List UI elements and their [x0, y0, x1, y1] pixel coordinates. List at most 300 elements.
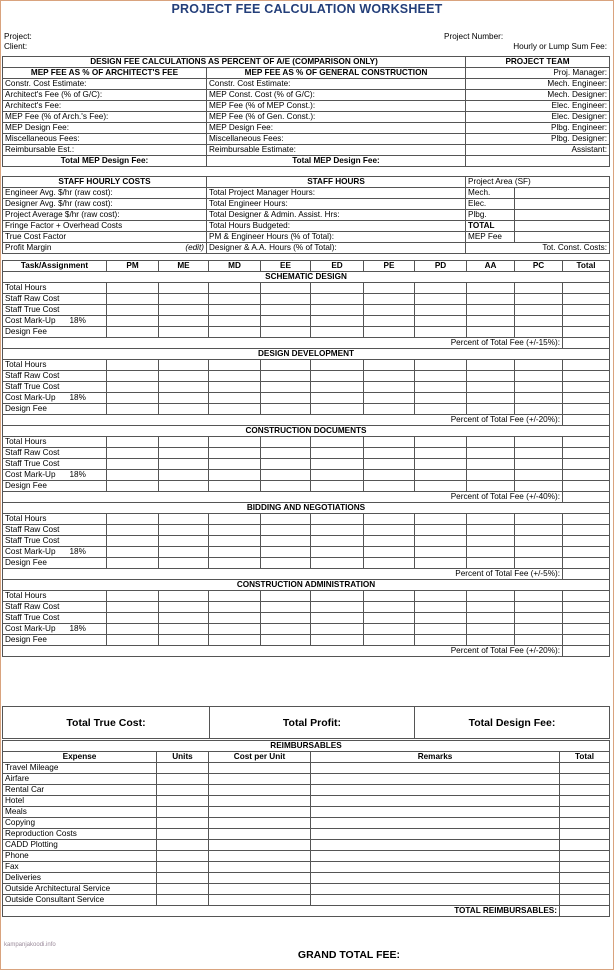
phase-cell[interactable] — [311, 481, 364, 492]
phase-cell[interactable] — [107, 404, 159, 415]
phase-cell[interactable] — [107, 514, 159, 525]
area-value[interactable] — [515, 210, 610, 221]
phase-cell[interactable] — [364, 393, 415, 404]
phase-cell[interactable] — [515, 393, 563, 404]
arch-fee-row[interactable]: Miscellaneous Fees: — [3, 134, 207, 145]
client-field[interactable]: Client: — [4, 42, 28, 51]
phase-cell[interactable] — [159, 514, 209, 525]
reimb-cell[interactable] — [560, 829, 610, 840]
phase-cell[interactable] — [261, 371, 311, 382]
phase-cell[interactable] — [364, 437, 415, 448]
phase-cell[interactable] — [159, 360, 209, 371]
phase-cell[interactable] — [563, 382, 610, 393]
reimb-cell[interactable] — [311, 807, 560, 818]
reimb-cell[interactable] — [157, 763, 209, 774]
phase-cell[interactable] — [364, 624, 415, 635]
phase-cell[interactable] — [467, 360, 515, 371]
phase-cell[interactable] — [364, 635, 415, 646]
phase-cell[interactable] — [209, 360, 261, 371]
gc-fee-row[interactable]: Reimbursable Estimate: — [207, 145, 466, 156]
gc-fee-row[interactable]: MEP Design Fee: — [207, 123, 466, 134]
phase-percent-value[interactable] — [563, 569, 610, 580]
grand-total-value[interactable] — [402, 946, 609, 964]
phase-cell[interactable] — [563, 602, 610, 613]
phase-cell[interactable] — [209, 547, 261, 558]
phase-cell[interactable] — [159, 613, 209, 624]
phase-cell[interactable] — [415, 316, 467, 327]
phase-cell[interactable] — [311, 558, 364, 569]
phase-cell[interactable] — [107, 448, 159, 459]
phase-cell[interactable] — [107, 635, 159, 646]
phase-cell[interactable] — [311, 613, 364, 624]
phase-cell[interactable] — [261, 635, 311, 646]
phase-cell[interactable] — [209, 470, 261, 481]
phase-cell[interactable] — [515, 316, 563, 327]
team-row[interactable]: Elec. Designer: — [466, 112, 610, 123]
arch-fee-row[interactable]: MEP Fee (% of Arch.'s Fee): — [3, 112, 207, 123]
phase-cell[interactable] — [467, 635, 515, 646]
phase-cell[interactable] — [563, 536, 610, 547]
phase-cell[interactable] — [415, 536, 467, 547]
phase-cell[interactable] — [515, 525, 563, 536]
phase-cell[interactable] — [261, 404, 311, 415]
reimb-cell[interactable] — [157, 851, 209, 862]
phase-cell[interactable] — [563, 591, 610, 602]
area-row[interactable]: Plbg. — [466, 210, 515, 221]
phase-cell[interactable] — [364, 525, 415, 536]
phase-cell[interactable] — [209, 305, 261, 316]
phase-cell[interactable] — [159, 459, 209, 470]
reimb-cell[interactable] — [209, 818, 311, 829]
reimb-cell[interactable] — [209, 774, 311, 785]
arch-fee-row[interactable]: Constr. Cost Estimate: — [3, 79, 207, 90]
phase-cell[interactable] — [364, 459, 415, 470]
area-value[interactable] — [515, 232, 610, 243]
phase-cell[interactable] — [209, 283, 261, 294]
staff-cost-row[interactable]: Engineer Avg. $/hr (raw cost): — [3, 188, 207, 199]
phase-cell[interactable] — [159, 635, 209, 646]
phase-cell[interactable] — [563, 547, 610, 558]
phase-cell[interactable] — [159, 558, 209, 569]
phase-cell[interactable] — [261, 437, 311, 448]
phase-cell[interactable] — [467, 558, 515, 569]
reimb-cell[interactable] — [311, 774, 560, 785]
phase-cell[interactable] — [159, 481, 209, 492]
reimb-cell[interactable] — [560, 774, 610, 785]
staff-hours-row[interactable]: Total Engineer Hours: — [207, 199, 466, 210]
team-row[interactable]: Elec. Engineer: — [466, 101, 610, 112]
phase-cell[interactable] — [415, 294, 467, 305]
team-row[interactable]: Mech. Designer: — [466, 90, 610, 101]
team-row[interactable]: Plbg. Engineer: — [466, 123, 610, 134]
phase-cell[interactable] — [364, 514, 415, 525]
phase-cell[interactable] — [311, 294, 364, 305]
phase-cell[interactable] — [515, 327, 563, 338]
reimb-cell[interactable] — [560, 851, 610, 862]
phase-cell[interactable] — [159, 602, 209, 613]
phase-cell[interactable] — [515, 613, 563, 624]
reimb-cell[interactable] — [157, 862, 209, 873]
phase-cell[interactable] — [107, 437, 159, 448]
reimb-cell[interactable] — [560, 895, 610, 906]
phase-cell[interactable] — [563, 525, 610, 536]
phase-cell[interactable] — [415, 448, 467, 459]
phase-cell[interactable] — [563, 624, 610, 635]
staff-cost-row[interactable] — [3, 243, 207, 254]
reimb-cell[interactable] — [209, 796, 311, 807]
phase-cell[interactable] — [209, 316, 261, 327]
phase-cell[interactable] — [415, 404, 467, 415]
phase-cell[interactable] — [364, 294, 415, 305]
phase-cell[interactable] — [261, 448, 311, 459]
phase-cell[interactable] — [159, 305, 209, 316]
staff-hours-row[interactable]: Total Hours Budgeted: — [207, 221, 466, 232]
phase-cell[interactable] — [563, 371, 610, 382]
reimb-cell[interactable] — [209, 895, 311, 906]
phase-cell[interactable] — [311, 404, 364, 415]
phase-cell[interactable] — [467, 514, 515, 525]
phase-cell[interactable] — [563, 327, 610, 338]
phase-cell[interactable] — [311, 305, 364, 316]
arch-fee-row[interactable]: MEP Design Fee: — [3, 123, 207, 134]
phase-cell[interactable] — [364, 448, 415, 459]
phase-cell[interactable] — [467, 470, 515, 481]
arch-fee-row[interactable]: Reimbursable Est.: — [3, 145, 207, 156]
area-row[interactable]: MEP Fee — [466, 232, 515, 243]
reimb-cell[interactable] — [560, 785, 610, 796]
phase-cell[interactable] — [515, 459, 563, 470]
area-row[interactable]: TOTAL — [466, 221, 515, 232]
reimb-cell[interactable] — [560, 873, 610, 884]
reimb-cell[interactable] — [157, 829, 209, 840]
phase-cell[interactable] — [563, 514, 610, 525]
phase-cell[interactable] — [209, 382, 261, 393]
phase-cell[interactable] — [159, 525, 209, 536]
phase-cell[interactable] — [209, 514, 261, 525]
phase-cell[interactable] — [364, 547, 415, 558]
phase-cell[interactable] — [107, 305, 159, 316]
phase-cell[interactable] — [515, 448, 563, 459]
phase-cell[interactable] — [467, 525, 515, 536]
phase-cell[interactable] — [467, 371, 515, 382]
phase-cell[interactable] — [364, 558, 415, 569]
phase-cell[interactable] — [563, 316, 610, 327]
phase-cell[interactable] — [311, 470, 364, 481]
phase-cell[interactable] — [159, 327, 209, 338]
reimb-cell[interactable] — [311, 763, 560, 774]
reimb-cell[interactable] — [157, 840, 209, 851]
phase-cell[interactable] — [364, 613, 415, 624]
reimb-cell[interactable] — [311, 785, 560, 796]
phase-cell[interactable] — [415, 613, 467, 624]
phase-cell[interactable] — [415, 624, 467, 635]
phase-cell[interactable] — [209, 602, 261, 613]
arch-fee-row[interactable]: Architect's Fee (% of G/C): — [3, 90, 207, 101]
reimb-cell[interactable] — [209, 840, 311, 851]
phase-cell[interactable] — [209, 327, 261, 338]
phase-cell[interactable] — [415, 371, 467, 382]
phase-cell[interactable] — [209, 558, 261, 569]
phase-cell[interactable] — [364, 470, 415, 481]
phase-cell[interactable] — [311, 547, 364, 558]
reimb-cell[interactable] — [560, 763, 610, 774]
reimb-cell[interactable] — [560, 818, 610, 829]
phase-cell[interactable] — [311, 514, 364, 525]
phase-cell[interactable] — [364, 283, 415, 294]
phase-cell[interactable] — [261, 624, 311, 635]
phase-cell[interactable] — [261, 393, 311, 404]
reimb-cell[interactable] — [209, 862, 311, 873]
phase-cell[interactable] — [415, 283, 467, 294]
phase-cell[interactable] — [261, 514, 311, 525]
phase-cell[interactable] — [563, 283, 610, 294]
phase-cell[interactable] — [467, 591, 515, 602]
phase-cell[interactable] — [563, 459, 610, 470]
phase-cell[interactable] — [364, 591, 415, 602]
phase-cell[interactable] — [563, 448, 610, 459]
phase-cell[interactable] — [107, 624, 159, 635]
phase-cell[interactable] — [159, 382, 209, 393]
phase-cell[interactable] — [209, 404, 261, 415]
phase-cell[interactable] — [261, 316, 311, 327]
gc-fee-row[interactable]: MEP Fee (% of MEP Const.): — [207, 101, 466, 112]
phase-cell[interactable] — [209, 635, 261, 646]
phase-cell[interactable] — [209, 613, 261, 624]
phase-cell[interactable] — [415, 360, 467, 371]
phase-cell[interactable] — [415, 470, 467, 481]
phase-cell[interactable] — [563, 558, 610, 569]
phase-cell[interactable] — [107, 382, 159, 393]
phase-cell[interactable] — [261, 360, 311, 371]
phase-cell[interactable] — [515, 635, 563, 646]
phase-cell[interactable] — [311, 459, 364, 470]
phase-cell[interactable] — [311, 382, 364, 393]
phase-cell[interactable] — [261, 327, 311, 338]
phase-cell[interactable] — [467, 382, 515, 393]
phase-cell[interactable] — [261, 470, 311, 481]
phase-cell[interactable] — [209, 437, 261, 448]
phase-cell[interactable] — [415, 393, 467, 404]
reimb-cell[interactable] — [209, 884, 311, 895]
phase-cell[interactable] — [467, 536, 515, 547]
phase-cell[interactable] — [107, 525, 159, 536]
reimb-cell[interactable] — [209, 763, 311, 774]
phase-cell[interactable] — [261, 382, 311, 393]
phase-cell[interactable] — [467, 459, 515, 470]
phase-cell[interactable] — [515, 382, 563, 393]
reimb-cell[interactable] — [209, 829, 311, 840]
phase-cell[interactable] — [209, 294, 261, 305]
phase-cell[interactable] — [364, 382, 415, 393]
hourly-lump-field[interactable]: Hourly or Lump Sum Fee: — [513, 42, 607, 51]
reimb-cell[interactable] — [311, 840, 560, 851]
area-row[interactable]: Tot. Const. Costs: — [466, 243, 610, 254]
phase-cell[interactable] — [415, 459, 467, 470]
phase-cell[interactable] — [515, 536, 563, 547]
phase-cell[interactable] — [467, 283, 515, 294]
phase-cell[interactable] — [515, 360, 563, 371]
reimb-cell[interactable] — [157, 807, 209, 818]
phase-percent-value[interactable] — [563, 646, 610, 657]
reimb-cell[interactable] — [209, 807, 311, 818]
area-value[interactable] — [515, 188, 610, 199]
phase-cell[interactable] — [515, 624, 563, 635]
phase-cell[interactable] — [311, 327, 364, 338]
phase-cell[interactable] — [563, 393, 610, 404]
reimb-cell[interactable] — [209, 873, 311, 884]
staff-hours-row[interactable]: Total Designer & Admin. Assist. Hrs: — [207, 210, 466, 221]
phase-cell[interactable] — [159, 547, 209, 558]
phase-cell[interactable] — [311, 283, 364, 294]
phase-cell[interactable] — [107, 470, 159, 481]
reimb-cell[interactable] — [311, 873, 560, 884]
area-value[interactable] — [515, 199, 610, 210]
phase-cell[interactable] — [107, 481, 159, 492]
phase-cell[interactable] — [159, 470, 209, 481]
phase-cell[interactable] — [515, 547, 563, 558]
phase-cell[interactable] — [159, 437, 209, 448]
phase-cell[interactable] — [209, 481, 261, 492]
phase-cell[interactable] — [311, 316, 364, 327]
phase-cell[interactable] — [107, 547, 159, 558]
phase-cell[interactable] — [415, 327, 467, 338]
phase-cell[interactable] — [159, 448, 209, 459]
phase-cell[interactable] — [107, 393, 159, 404]
phase-cell[interactable] — [209, 525, 261, 536]
phase-cell[interactable] — [515, 283, 563, 294]
reimb-cell[interactable] — [157, 895, 209, 906]
phase-cell[interactable] — [515, 371, 563, 382]
phase-cell[interactable] — [159, 536, 209, 547]
phase-cell[interactable] — [311, 360, 364, 371]
phase-cell[interactable] — [311, 448, 364, 459]
phase-cell[interactable] — [261, 525, 311, 536]
phase-cell[interactable] — [261, 591, 311, 602]
reimb-cell[interactable] — [311, 851, 560, 862]
phase-percent-value[interactable] — [563, 415, 610, 426]
area-row[interactable]: Mech. — [466, 188, 515, 199]
phase-cell[interactable] — [467, 602, 515, 613]
phase-cell[interactable] — [311, 371, 364, 382]
phase-cell[interactable] — [364, 327, 415, 338]
phase-cell[interactable] — [563, 305, 610, 316]
phase-cell[interactable] — [415, 635, 467, 646]
phase-cell[interactable] — [364, 536, 415, 547]
phase-cell[interactable] — [107, 602, 159, 613]
phase-cell[interactable] — [467, 624, 515, 635]
reimb-cell[interactable] — [209, 785, 311, 796]
reimb-cell[interactable] — [157, 818, 209, 829]
phase-cell[interactable] — [415, 591, 467, 602]
phase-cell[interactable] — [515, 294, 563, 305]
phase-cell[interactable] — [515, 558, 563, 569]
phase-cell[interactable] — [209, 459, 261, 470]
area-row[interactable]: Elec. — [466, 199, 515, 210]
phase-cell[interactable] — [467, 437, 515, 448]
staff-hours-row[interactable]: PM & Engineer Hours (% of Total): — [207, 232, 466, 243]
phase-cell[interactable] — [415, 547, 467, 558]
phase-cell[interactable] — [415, 525, 467, 536]
reimb-cell[interactable] — [157, 785, 209, 796]
phase-cell[interactable] — [364, 305, 415, 316]
phase-cell[interactable] — [159, 371, 209, 382]
phase-cell[interactable] — [311, 602, 364, 613]
staff-cost-row[interactable]: Designer Avg. $/hr (raw cost): — [3, 199, 207, 210]
phase-cell[interactable] — [261, 558, 311, 569]
reimb-cell[interactable] — [311, 829, 560, 840]
phase-cell[interactable] — [107, 558, 159, 569]
reimb-cell[interactable] — [311, 796, 560, 807]
phase-cell[interactable] — [261, 547, 311, 558]
phase-cell[interactable] — [311, 624, 364, 635]
phase-cell[interactable] — [515, 305, 563, 316]
phase-cell[interactable] — [261, 459, 311, 470]
reimb-cell[interactable] — [209, 851, 311, 862]
phase-cell[interactable] — [209, 536, 261, 547]
phase-cell[interactable] — [209, 624, 261, 635]
phase-cell[interactable] — [415, 382, 467, 393]
area-row[interactable]: Project Area (SF) — [466, 177, 610, 188]
reimb-cell[interactable] — [560, 884, 610, 895]
phase-cell[interactable] — [364, 481, 415, 492]
phase-cell[interactable] — [209, 448, 261, 459]
phase-cell[interactable] — [261, 294, 311, 305]
phase-cell[interactable] — [467, 294, 515, 305]
phase-cell[interactable] — [209, 591, 261, 602]
phase-cell[interactable] — [311, 437, 364, 448]
phase-cell[interactable] — [159, 283, 209, 294]
phase-cell[interactable] — [311, 393, 364, 404]
total-reimbursables-value[interactable] — [560, 906, 610, 917]
phase-cell[interactable] — [515, 591, 563, 602]
phase-cell[interactable] — [515, 437, 563, 448]
staff-cost-row[interactable]: True Cost Factor — [3, 232, 207, 243]
phase-cell[interactable] — [311, 635, 364, 646]
phase-cell[interactable] — [515, 481, 563, 492]
phase-cell[interactable] — [311, 525, 364, 536]
phase-cell[interactable] — [209, 393, 261, 404]
phase-cell[interactable] — [107, 591, 159, 602]
phase-cell[interactable] — [467, 393, 515, 404]
phase-cell[interactable] — [159, 294, 209, 305]
phase-cell[interactable] — [563, 437, 610, 448]
reimb-cell[interactable] — [311, 884, 560, 895]
phase-cell[interactable] — [364, 371, 415, 382]
staff-cost-row[interactable]: Project Average $/hr (raw cost): — [3, 210, 207, 221]
phase-cell[interactable] — [159, 393, 209, 404]
phase-cell[interactable] — [209, 371, 261, 382]
team-row[interactable]: Proj. Manager: — [466, 68, 610, 79]
reimb-cell[interactable] — [560, 807, 610, 818]
phase-cell[interactable] — [159, 404, 209, 415]
phase-cell[interactable] — [467, 404, 515, 415]
team-row[interactable]: Mech. Engineer: — [466, 79, 610, 90]
phase-cell[interactable] — [261, 536, 311, 547]
phase-cell[interactable] — [515, 404, 563, 415]
phase-cell[interactable] — [364, 316, 415, 327]
phase-cell[interactable] — [159, 316, 209, 327]
phase-cell[interactable] — [107, 316, 159, 327]
reimb-cell[interactable] — [560, 862, 610, 873]
phase-cell[interactable] — [415, 558, 467, 569]
phase-cell[interactable] — [563, 613, 610, 624]
phase-cell[interactable] — [563, 360, 610, 371]
phase-cell[interactable] — [107, 283, 159, 294]
phase-cell[interactable] — [563, 470, 610, 481]
reimb-cell[interactable] — [560, 840, 610, 851]
team-row[interactable]: Plbg. Designer: — [466, 134, 610, 145]
phase-cell[interactable] — [467, 305, 515, 316]
